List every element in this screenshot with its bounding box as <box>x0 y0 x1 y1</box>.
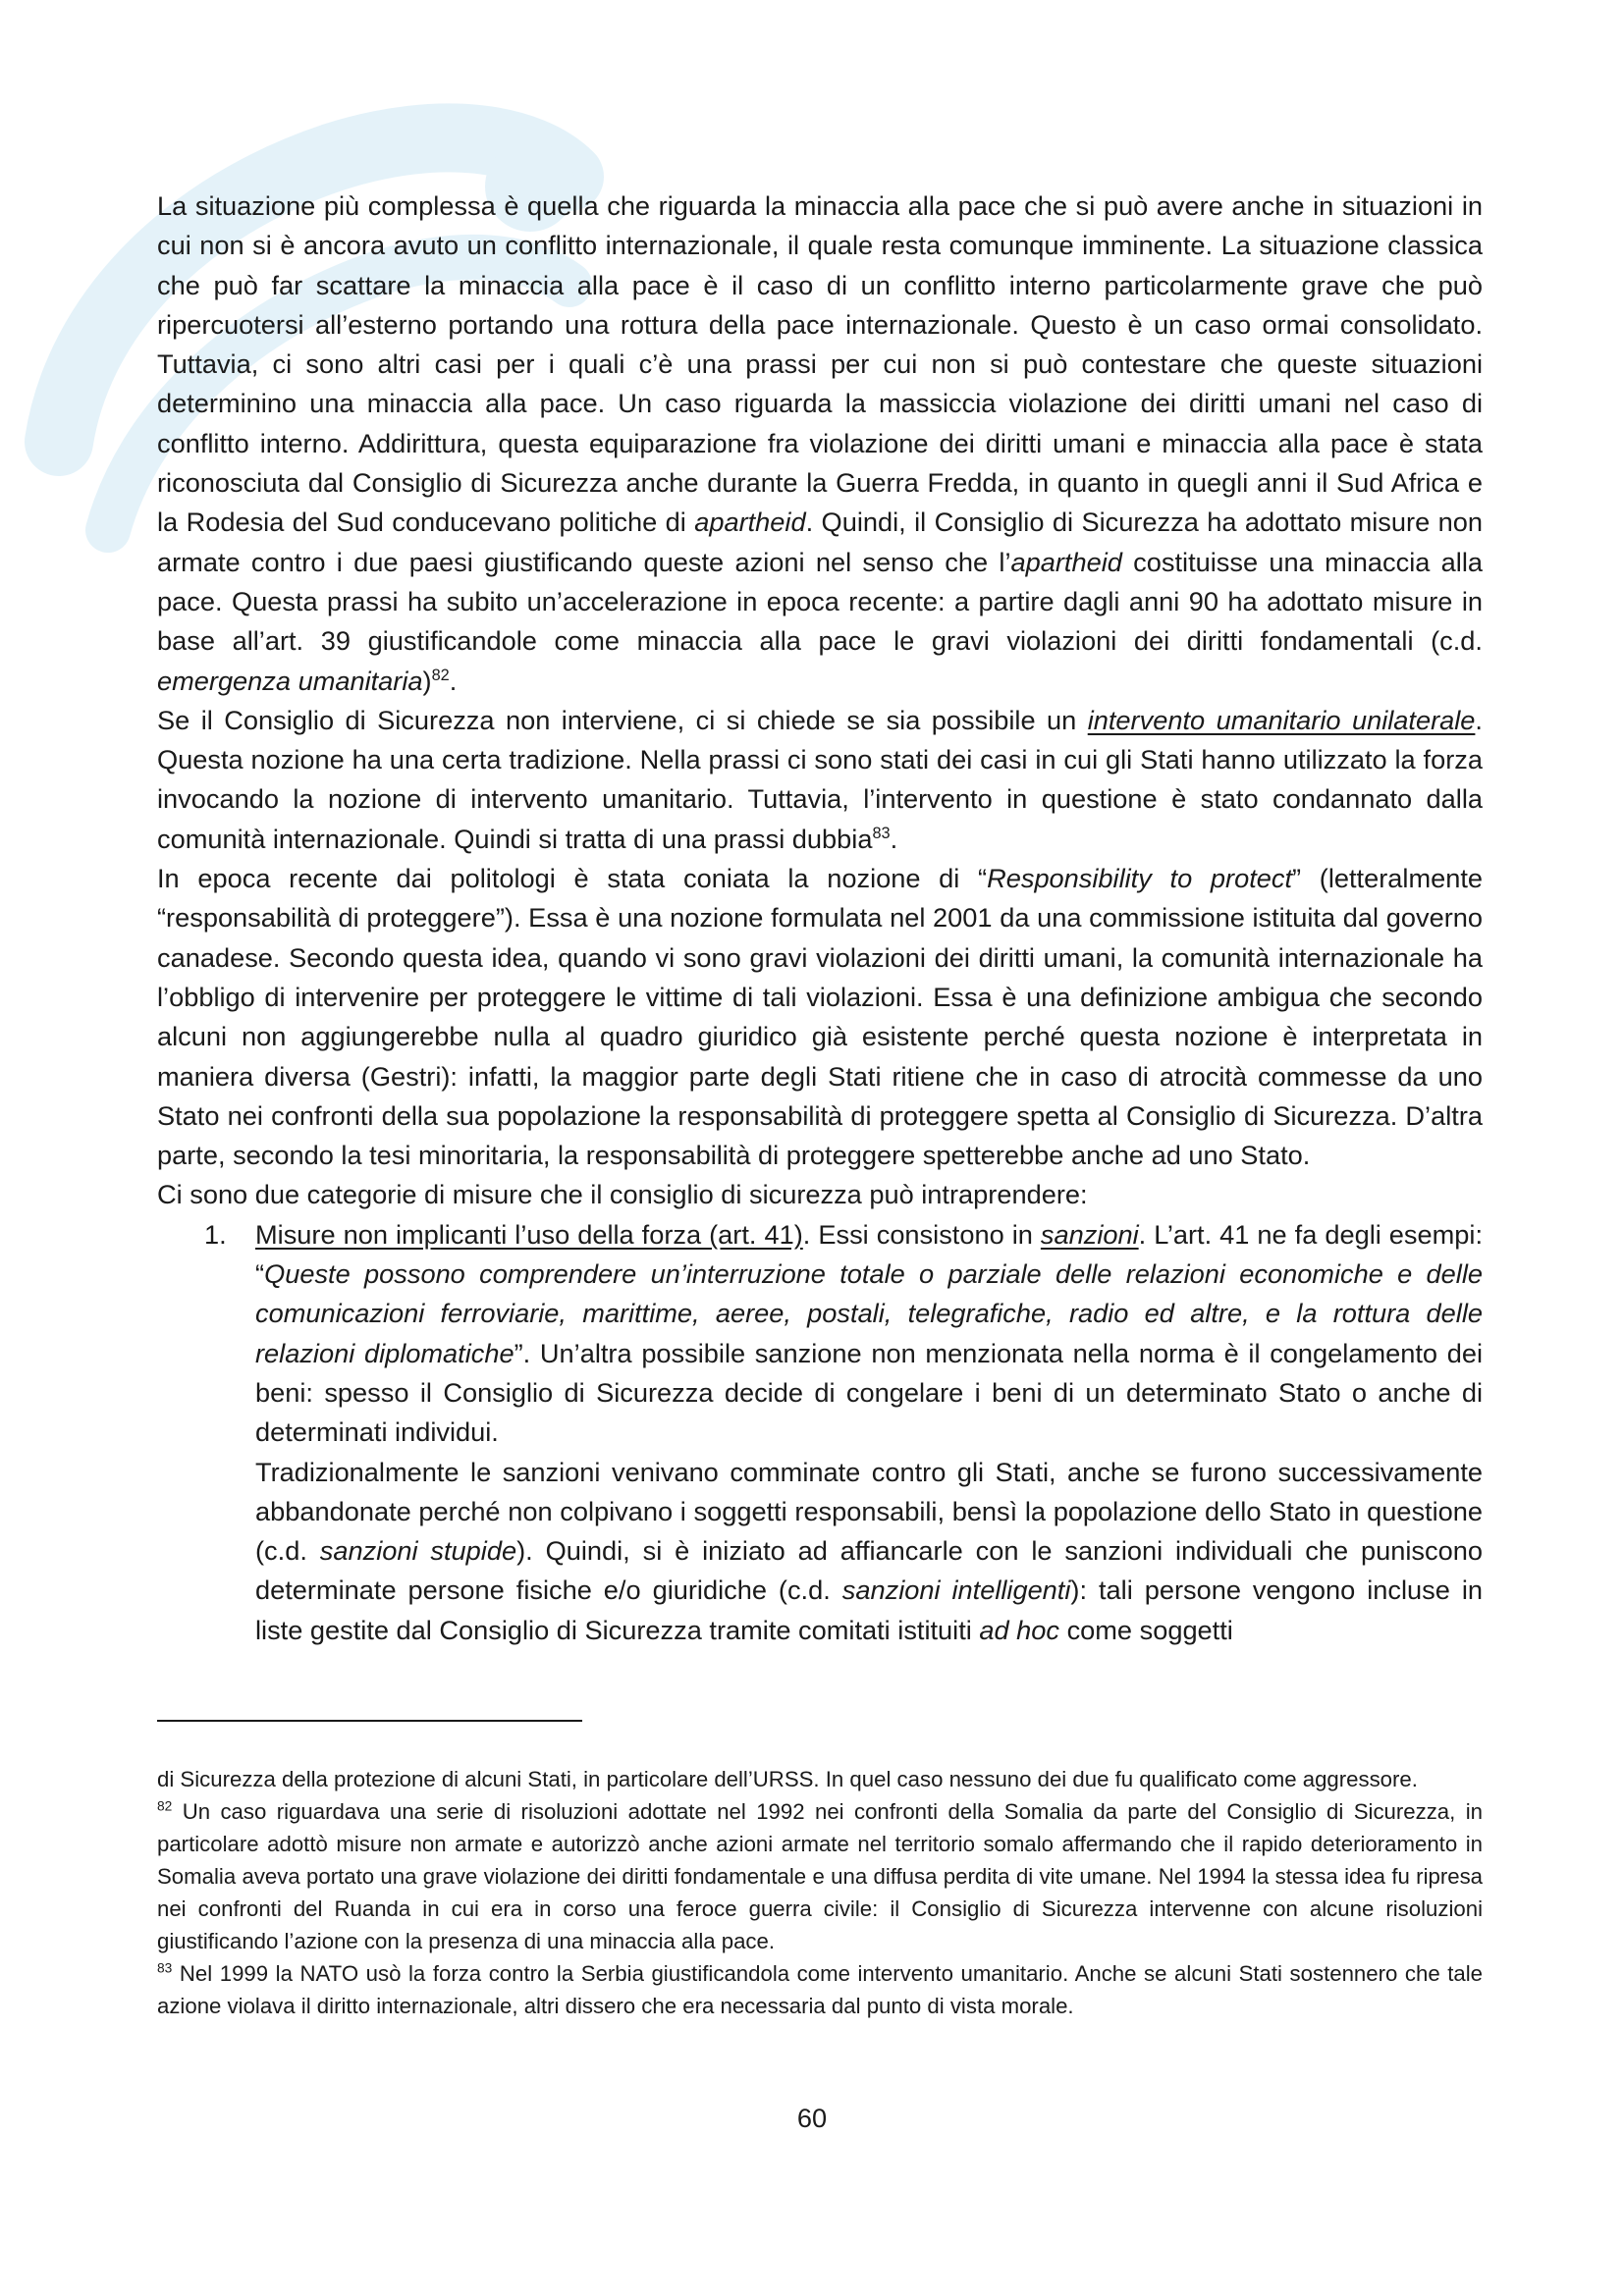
italic-text: ad hoc <box>979 1614 1060 1645</box>
paragraph <box>157 701 1483 859</box>
emphasized-term: sanzioni <box>1040 1218 1139 1250</box>
list-paragraph <box>255 1215 1483 1453</box>
body-paragraphs <box>157 187 1483 1215</box>
text-segment: ): tali persone vengono incluse in liste gestite dal Consiglio di Sicurezza tramite comitati istituiti <box>255 1575 1483 1645</box>
footnote-reference: 83 <box>872 824 891 842</box>
italic-text: emergenza umanitaria <box>157 665 423 696</box>
italic-text: sanzioni stupide <box>319 1535 517 1567</box>
footnote-continuation: di Sicurezza della protezione di alcuni Stati, in particolare dell’URSS. In quel caso nessuno dei due fu qualificato come aggressore. <box>157 1767 1418 1791</box>
italic-text: apartheid <box>694 507 806 538</box>
footnotes <box>157 1763 1483 2022</box>
measures-list <box>157 1215 1483 1650</box>
italic-text: apartheid <box>1010 546 1122 577</box>
footnote-text: Un caso riguardava una serie di risoluzioni adottate nel 1992 nei confronti della Somalia da parte del Consiglio di Sicurezza, in particolare adottò misure non armate e autorizzò anche azioni armate nel territorio somalo affermando che il rapido deterioramento in Somalia aveva portato una grave violazione dei diritti fondamentale e una diffusa perdita di vite umane. Nel 1994 la stessa idea fu ripresa nei confronti del Ruanda in cui era in corso una feroce guerra civile: il Consiglio di Sicurezza intervenne con alcune risoluzioni giustificando l’azione con la presenza di una minaccia alla pace. <box>157 1799 1483 1953</box>
text-segment: . <box>890 823 898 854</box>
paragraph <box>157 859 1483 1175</box>
paragraph <box>157 1175 1483 1214</box>
text-segment: . Questa nozione ha una certa tradizione. Nella prassi ci sono stati dei casi in cui gli Stati hanno utilizzato la forza invocando la nozione di intervento umanitario. Tuttavia, l’intervento in questione è stato condannato dalla comunità internazionale. Quindi si tratta di una prassi dubbia <box>157 704 1483 854</box>
list-paragraph <box>255 1453 1483 1650</box>
text-segment: . <box>449 665 458 696</box>
footnote-reference: 82 <box>431 666 450 684</box>
footnote-list <box>157 1795 1483 2022</box>
text-segment: ) <box>422 665 432 696</box>
footnote <box>157 1957 1483 2022</box>
underlined-heading: Misure non implicanti l’uso della forza (art. 41) <box>255 1218 803 1250</box>
text-segment: ” (letteralmente “responsabilità di proteggere”). Essa è una nozione formulata nel 2001 da una commissione istituita dal governo canadese. Secondo questa idea, quando vi sono gravi violazioni dei diritti umani, la comunità internazionale ha l’obbligo di intervenire per proteggere le vittime di tali violazioni. Essa è una definizione ambigua che secondo alcuni non aggiungerebbe nulla al quadro giuridico già esistente perché questa nozione è interpretata in maniera diversa (Gestri): infatti, la maggior parte degli Stati ritiene che in caso di atrocità commesse da uno Stato nei confronti della sua popolazione la responsabilità di proteggere spetta al Consiglio di Sicurezza. D’altra parte, secondo la tesi minoritaria, la responsabilità di proteggere spetterebbe anche ad uno Stato. <box>157 863 1484 1171</box>
text-segment: Ci sono due categorie di misure che il consiglio di sicurezza può intraprendere: <box>157 1179 1088 1210</box>
emphasized-term: intervento umanitario unilaterale <box>1087 704 1476 735</box>
italic-text: sanzioni intelligenti <box>841 1575 1071 1606</box>
text-segment: come soggetti <box>1059 1614 1233 1645</box>
footnote-text: Nel 1999 la NATO usò la forza contro la Serbia giustificandola come intervento umanitario. Anche se alcuni Stati sostennero che tale azione violava il diritto internazionale, altri dissero che era necessaria dal punto di vista morale. <box>157 1961 1484 2018</box>
paragraph <box>157 187 1483 701</box>
text-segment: ”. Un’altra possibile sanzione non menzionata nella norma è il congelamento dei beni: spesso il Consiglio di Sicurezza decide di congelare i beni di un determinato Stato o anche di determinati individui. <box>255 1337 1483 1448</box>
text-segment: In epoca recente dai politologi è stata coniata la nozione di “ <box>157 863 988 894</box>
footnote <box>157 1795 1483 1957</box>
page-body <box>157 187 1483 1650</box>
text-segment: La situazione più complessa è quella che riguarda la minaccia alla pace che si può avere anche in situazioni in cui non si è ancora avuto un conflitto internazionale, il quale resta comunque imminente. La situazione classica che può far scattare la minaccia alla pace è il caso di un conflitto interno particolarmente grave che può ripercuotersi all’esterno portando una rottura della pace internazionale. Questo è un caso ormai consolidato. Tuttavia, ci sono altri casi per i quali c’è una prassi per cui non si può contestare che queste situazioni determinino una minaccia alla pace. Un caso riguarda la massiccia violazione dei diritti umani nel caso di conflitto interno. Addirittura, questa equiparazione fra violazione dei diritti umani e minaccia alla pace è stata riconosciuta dal Consiglio di Sicurezza anche durante la Guerra Fredda, in quanto in quegli anni il Sud Africa e la Rodesia del Sud conducevano politiche di <box>157 190 1483 538</box>
text-segment: costituisse una minaccia alla pace. Questa prassi ha subito un’accelerazione in epoca recente: a partire dagli anni 90 ha adottato misure in base all’art. 39 giustificandole come minaccia alla pace le gravi violazioni dei diritti fondamentali (c.d. <box>157 546 1483 657</box>
list-item <box>204 1215 1484 1650</box>
text-segment: Se il Consiglio di Sicurezza non interviene, ci si chiede se sia possibile un <box>157 704 1088 735</box>
text-segment: . Essi consistono in <box>802 1218 1041 1250</box>
text-segment: . Quindi, il Consiglio di Sicurezza ha adottato misure non armate contro i due paesi giustificando queste azioni nel senso che l’ <box>157 507 1483 577</box>
footnote-separator <box>157 1720 582 1722</box>
page-number: 60 <box>796 2103 828 2133</box>
list-number: 1. <box>204 1218 227 1250</box>
footnote-number: 83 <box>157 1960 173 1976</box>
footnote-number: 82 <box>157 1798 173 1814</box>
text-segment: Tradizionalmente le sanzioni venivano comminate contro gli Stati, anche se furono successivamente abbandonate perché non colpivano i soggetti responsabili, bensì la popolazione dello Stato in questione (c.d. <box>255 1456 1483 1567</box>
text-segment: . L’art. 41 ne fa degli esempi: “ <box>255 1218 1484 1290</box>
text-segment: ). Quindi, si è iniziato ad affiancarle con le sanzioni individuali che puniscono determinate persone fisiche e/o giuridiche (c.d. <box>255 1535 1483 1606</box>
italic-text: Responsibility to protect <box>987 863 1293 894</box>
italic-text: Queste possono comprendere un’interruzione totale o parziale delle relazioni economiche e delle comunicazioni ferroviarie, marittime, aeree, postali, telegrafiche, radio ed altre, e la rottura delle relazioni diplomatiche <box>255 1258 1483 1368</box>
